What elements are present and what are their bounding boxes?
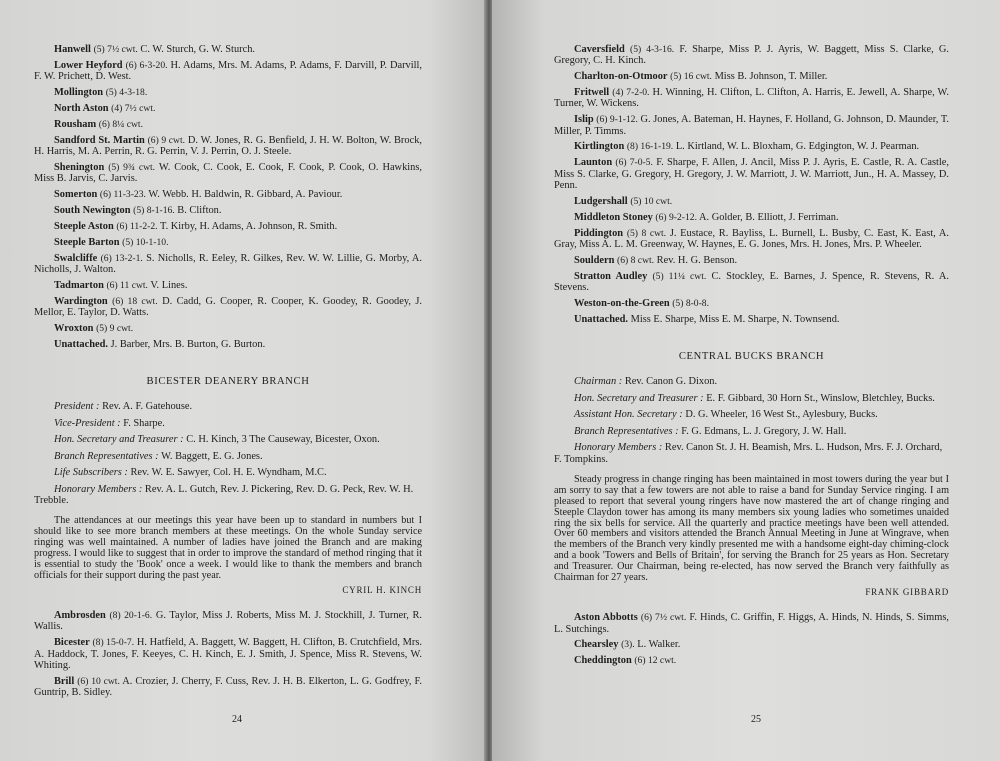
tower-members: A. Crozier, J. Cherry, F. Cuss, Rev. J. H. B. Elkerton, L. G. Godfrey, F. Guntrip, B. Sidley.: [34, 675, 422, 699]
tower-bells: (6) 8¼ cwt.: [98, 118, 143, 130]
tower-bells: (5) 8-1-16.: [133, 205, 175, 217]
officer-line: [34, 484, 422, 507]
tower-bells: (5) 4-3-18.: [105, 87, 148, 99]
tower-entry: [554, 114, 949, 137]
tower-bells: (6) 9 cwt.: [147, 134, 186, 146]
tower-members: B. Clifton.: [177, 205, 222, 217]
tower-members: C. W. Sturch, G. W. Sturch.: [140, 44, 256, 55]
tower-name: Piddington: [574, 227, 624, 239]
tower-members: A. Golder, B. Elliott, J. Ferriman.: [699, 211, 839, 223]
tower-entry: [34, 323, 422, 334]
tower-entry: [554, 612, 949, 635]
tower-entry: [554, 71, 949, 82]
tower-name: Chearsley: [574, 639, 619, 651]
tower-entry: [34, 253, 422, 276]
right-page-number: 25: [751, 714, 761, 725]
tower-bells: (6) 7-0-5.: [615, 157, 653, 169]
officer-name: Rev. A. L. Gutch, Rev. J. Pickering, Rev. D. G. Peck, Rev. W. H. Trebble.: [34, 483, 414, 507]
officer-role: Vice-President :: [54, 417, 121, 429]
tower-name: Mollington: [54, 87, 104, 99]
tower-name: Ambrosden: [54, 610, 106, 622]
left-tower-list: [34, 44, 422, 350]
tower-entry: [34, 60, 422, 83]
officer-name: Rev. Canon G. Dixon.: [624, 376, 718, 388]
tower-members: C. Stockley, E. Barnes, J. Spence, R. Stevens, R. A. Stevens.: [554, 270, 949, 293]
officer-name: F. Sharpe.: [123, 417, 165, 429]
tower-name: Kirtlington: [574, 141, 625, 153]
tower-entry: [554, 196, 949, 207]
tower-members: Miss B. Johnson, T. Miller.: [714, 71, 828, 83]
right-column: [554, 44, 949, 671]
officer-name: Rev. A. F. Gatehouse.: [102, 401, 193, 413]
officer-name: F. G. Edmans, L. J. Gregory, J. W. Hall.: [681, 425, 847, 437]
officer-name: D. G. Wheeler, 16 West St., Aylesbury, Bucks.: [685, 409, 878, 421]
tower-name: Steeple Barton: [54, 236, 120, 248]
right-report: Steady progress in change ringing has been maintained in most towers during the year but I am sorry to say that a few towers are not able to raise a band for Sunday Service ringing. I am pleased to report that several young ringers have now mastered the art of change ringing and Steeple Claydon tower has among its many members six young ladies who sometimes unaided ring the six bells for service. All the quarterly and practice meetings have been well attended. Over 60 members and visitors attended the Branch Annual Meeting in June at Wingrave, when the members of the Branch very kindly presented me with a handsome eight-day chiming-clock and a book 'Towers and Bells of Britain', for serving the Branch for 25 years as Hon. Secretary and Treasurer. Our Chairman, being re-elected, has now served the Branch very faithfully as Chairman for 27 years.: [554, 473, 949, 584]
tower-entry: [554, 271, 949, 294]
officer-line: [554, 442, 949, 465]
tower-name: Steeple Aston: [54, 220, 114, 232]
officer-role: Honorary Members :: [54, 483, 143, 495]
right-branch-heading: CENTRAL BUCKS BRANCH: [678, 351, 825, 363]
tower-members: F. Hinds, C. Griffin, F. Higgs, A. Hinds, N. Hinds, S. Simms, L. Sutchings.: [554, 612, 949, 635]
tower-entry: [554, 87, 949, 110]
tower-entry: [34, 296, 422, 319]
tower-entry: [554, 255, 949, 266]
tower-name: Tadmarton: [54, 279, 104, 291]
officer-line: [34, 467, 422, 478]
tower-bells: (8) 20-1-6.: [109, 610, 153, 622]
officer-name: C. H. Kinch, 3 The Causeway, Bicester, Oxon.: [186, 434, 380, 446]
officer-role: Branch Representatives :: [574, 425, 679, 437]
tower-entry: [554, 314, 949, 325]
tower-name: North Aston: [54, 102, 109, 114]
tower-entry: [34, 205, 422, 216]
tower-members: L. Walker.: [637, 639, 681, 651]
tower-members: D. Cadd, G. Cooper, R. Cooper, K. Goodey, R. Goodey, J. Mellor, E. Taylor, D. Watts.: [34, 295, 423, 319]
tower-name: Islip: [574, 114, 594, 126]
tower-name: Unattached.: [574, 313, 628, 325]
right-signature: FRANK GIBBARD: [865, 586, 949, 597]
tower-bells: (5) 9¾ cwt.: [108, 161, 156, 173]
tower-entry: [34, 189, 422, 200]
tower-bells: (5) 10-1-10.: [122, 236, 169, 248]
tower-bells: (6) 13-2-1.: [100, 252, 143, 264]
officer-name: Rev. Canon St. J. H. Beamish, Mrs. L. Hudson, Mrs. F. J. Orchard, F. Tompkins.: [554, 442, 943, 465]
officer-role: Assistant Hon. Secretary :: [574, 409, 683, 421]
left-page-number: 24: [232, 714, 242, 725]
tower-entry: [554, 655, 949, 666]
officer-name: E. F. Gibbard, 30 Horn St., Winslow, Bletchley, Bucks.: [706, 392, 935, 404]
tower-bells: (6) 6-3-20.: [125, 59, 168, 71]
tower-name: Charlton-on-Otmoor: [574, 71, 668, 83]
officer-role: Chairman :: [574, 376, 623, 388]
tower-members: Miss E. Sharpe, Miss E. M. Sharpe, N. Townsend.: [630, 313, 840, 325]
tower-members: G. Taylor, Miss J. Roberts, Miss M. J. Stockhill, J. Turner, R. Wallis.: [34, 610, 423, 633]
tower-members: W. Cook, C. Cook, E. Cook, F. Cook, P. Cook, O. Hawkins, Miss B. Jarvis, C. Jarvis.: [34, 161, 422, 185]
officer-line: [554, 393, 949, 404]
tower-members: J. Eustace, R. Bayliss, L. Burnell, L. Busby, C. East, K. East, A. Gray, Miss A. L. M. Greenway, W. Haynes, E. G. Jones, Mrs. H. Jones, Mrs. P. Wheeler.: [554, 227, 949, 250]
officer-line: [34, 451, 422, 462]
tower-bells: (5) 11¼ cwt.: [652, 270, 707, 282]
tower-members: H. Hatfield, A. Baggett, W. Baggett, H. Clifton, B. Crutchfield, Mrs. A. Haddock, T. Jones, F. Keeyes, C. H. Kinch, E. J. Smith, J. Spence, Miss R. Stevens, W. Whiting.: [34, 637, 422, 671]
tower-bells: (6) 12 cwt.: [634, 655, 677, 667]
tower-bells: (5) 7½ cwt.: [93, 44, 138, 55]
tower-bells: (6) 11-3-23.: [99, 189, 146, 201]
tower-name: Shenington: [54, 161, 105, 173]
tower-members: F. Sharpe, Miss P. J. Ayris, W. Baggett, Miss S. Clarke, G. Gregory, C. H. Kinch.: [554, 44, 949, 67]
tower-entry: [34, 135, 422, 158]
tower-bells: (5) 4-3-16.: [630, 44, 675, 55]
left-officers: [34, 401, 422, 506]
officer-role: Hon. Secretary and Treasurer :: [54, 434, 184, 446]
tower-name: Unattached.: [54, 338, 108, 350]
officer-role: President :: [54, 401, 100, 413]
tower-bells: (6) 9-2-12.: [655, 211, 697, 223]
tower-name: Wardington: [54, 295, 108, 307]
right-officers: [554, 376, 949, 465]
tower-bells: (6) 9-1-12.: [596, 114, 638, 126]
tower-entry: [34, 87, 422, 98]
tower-name: Sandford St. Martin: [54, 134, 145, 146]
tower-entry: [34, 103, 422, 114]
tower-members: H. Winning, H. Clifton, L. Clifton, A. Harris, E. Jewell, A. Sharpe, W. Turner, W. Wickens.: [554, 87, 949, 110]
tower-name: Brill: [54, 675, 75, 687]
tower-members: S. Nicholls, R. Eeley, R. Gilkes, Rev. W. W. Lillie, G. Morby, A. Nicholls, J. Walton.: [34, 252, 422, 275]
tower-members: D. W. Jones, R. G. Benfield, J. H. W. Bolton, W. Brock, H. Harris, M. A. Perrin, R. G. Perrin, V. J. Perrin, O. J. Steele.: [34, 134, 422, 158]
tower-entry: [554, 212, 949, 223]
tower-name: Wroxton: [54, 322, 94, 334]
tower-bells: (5) 10 cwt.: [630, 195, 673, 207]
tower-entry: [554, 44, 949, 67]
tower-name: Caversfield: [574, 44, 625, 55]
tower-members: V. Lines.: [150, 279, 188, 291]
left-tower-list-bottom: [34, 610, 422, 698]
tower-entry: [34, 676, 422, 699]
tower-bells: (6) 11 cwt.: [106, 279, 148, 291]
officer-line: [34, 434, 422, 445]
tower-entry: [554, 228, 949, 251]
tower-bells: (3).: [621, 639, 635, 651]
tower-name: Bicester: [54, 637, 90, 649]
officer-role: Life Subscribers :: [54, 467, 128, 479]
tower-bells: (6) 10 cwt.: [77, 675, 120, 687]
tower-bells: (4) 7½ cwt.: [111, 102, 156, 114]
tower-bells: (5) 16 cwt.: [670, 71, 712, 83]
tower-members: L. Kirtland, W. L. Bloxham, G. Edgington, W. J. Pearman.: [675, 141, 920, 153]
tower-bells: (8) 16-1-19.: [626, 141, 674, 153]
tower-entry: [34, 221, 422, 232]
right-tower-list: [554, 44, 949, 325]
officer-line: [554, 426, 949, 437]
tower-name: Swalcliffe: [54, 252, 98, 264]
officer-role: Branch Representatives :: [54, 450, 159, 462]
officer-line: [554, 376, 949, 387]
tower-entry: [554, 157, 949, 191]
tower-members: T. Kirby, H. Adams, A. Johnson, R. Smith.: [160, 220, 338, 232]
tower-members: Rev. H. G. Benson.: [656, 254, 738, 266]
tower-name: Stratton Audley: [574, 270, 648, 282]
tower-bells: (4) 7-2-0.: [612, 87, 650, 99]
tower-members: H. Adams, Mrs. M. Adams, P. Adams, F. Darvill, P. Darvill, F. W. Prichett, D. West.: [34, 59, 423, 83]
officer-name: Rev. W. E. Sawyer, Col. H. E. Wyndham, M.C.: [130, 467, 327, 479]
tower-name: Souldern: [574, 254, 615, 266]
left-column: [34, 44, 422, 703]
tower-name: Rousham: [54, 118, 97, 130]
tower-bells: (8) 15-0-7.: [92, 637, 135, 649]
tower-name: Launton: [574, 157, 613, 169]
tower-name: Fritwell: [574, 87, 610, 99]
officer-line: [34, 418, 422, 429]
tower-members: J. Barber, Mrs. B. Burton, G. Burton.: [110, 338, 266, 350]
tower-entry: [34, 162, 422, 185]
officer-line: [554, 409, 949, 420]
tower-entry: [34, 637, 422, 671]
tower-members: W. Webb. H. Baldwin, R. Gibbard, A. Paviour.: [148, 189, 343, 201]
left-signature: CYRIL H. KINCH: [342, 584, 422, 595]
tower-name: Aston Abbotts: [574, 612, 638, 624]
tower-entry: [34, 610, 422, 633]
right-page: [492, 0, 1000, 761]
tower-bells: (6) 11-2-2.: [116, 220, 158, 232]
tower-name: Cheddington: [574, 655, 632, 667]
tower-bells: (5) 8-0-8.: [672, 297, 709, 309]
officer-role: Hon. Secretary and Treasurer :: [574, 392, 704, 404]
tower-members: F. Sharpe, F. Allen, J. Ancil, Miss P. J. Ayris, E. Castle, R. A. Castle, Miss S. Clarke, G. Gregory, H. Gregory, J. W. Marriott, J. W. Marriott, Jun., H. A. Massey, D. Penn.: [554, 157, 950, 191]
tower-name: Weston-on-the-Green: [574, 297, 670, 309]
left-report: The attendances at our meetings this year have been up to standard in numbers but I should like to see more branch members at these meetings. On the whole Sunday service ringing was well maintained. A number of ladies have joined the Branch and are making progress. I would like to suggest that in order to improve the standard of method ringing that it is essential to study the 'Book' once a week. I would like to thank the members and branch officials for their support during the past year.: [34, 515, 422, 581]
tower-entry: [34, 44, 422, 55]
tower-entry: [34, 237, 422, 248]
tower-entry: [554, 298, 949, 309]
tower-bells: (6) 18 cwt.: [112, 295, 158, 307]
tower-bells: (6) 8 cwt.: [617, 254, 655, 266]
officer-name: W. Baggett, E. G. Jones.: [161, 450, 263, 462]
tower-entry: [554, 639, 949, 650]
tower-name: Lower Heyford: [54, 59, 123, 71]
tower-members: G. Jones, A. Bateman, H. Haynes, F. Holland, G. Johnson, D. Maunder, T. Miller, P. Timms.: [554, 114, 949, 137]
tower-entry: [554, 141, 949, 152]
tower-name: Middleton Stoney: [574, 211, 653, 223]
tower-bells: (5) 8 cwt.: [626, 227, 667, 239]
left-page: [0, 0, 486, 761]
tower-entry: [34, 119, 422, 130]
officer-line: [34, 401, 422, 412]
left-branch-heading: BICESTER DEANERY BRANCH: [146, 376, 310, 388]
tower-entry: [34, 339, 422, 350]
right-tower-list-bottom: [554, 612, 949, 666]
tower-name: South Newington: [54, 205, 131, 217]
tower-name: Ludgershall: [574, 195, 628, 207]
tower-entry: [34, 280, 422, 291]
tower-bells: (6) 7½ cwt.: [640, 612, 687, 624]
tower-bells: (5) 9 cwt.: [96, 322, 134, 334]
officer-role: Honorary Members :: [574, 442, 663, 454]
tower-name: Somerton: [54, 189, 98, 201]
tower-name: Hanwell: [54, 44, 91, 55]
